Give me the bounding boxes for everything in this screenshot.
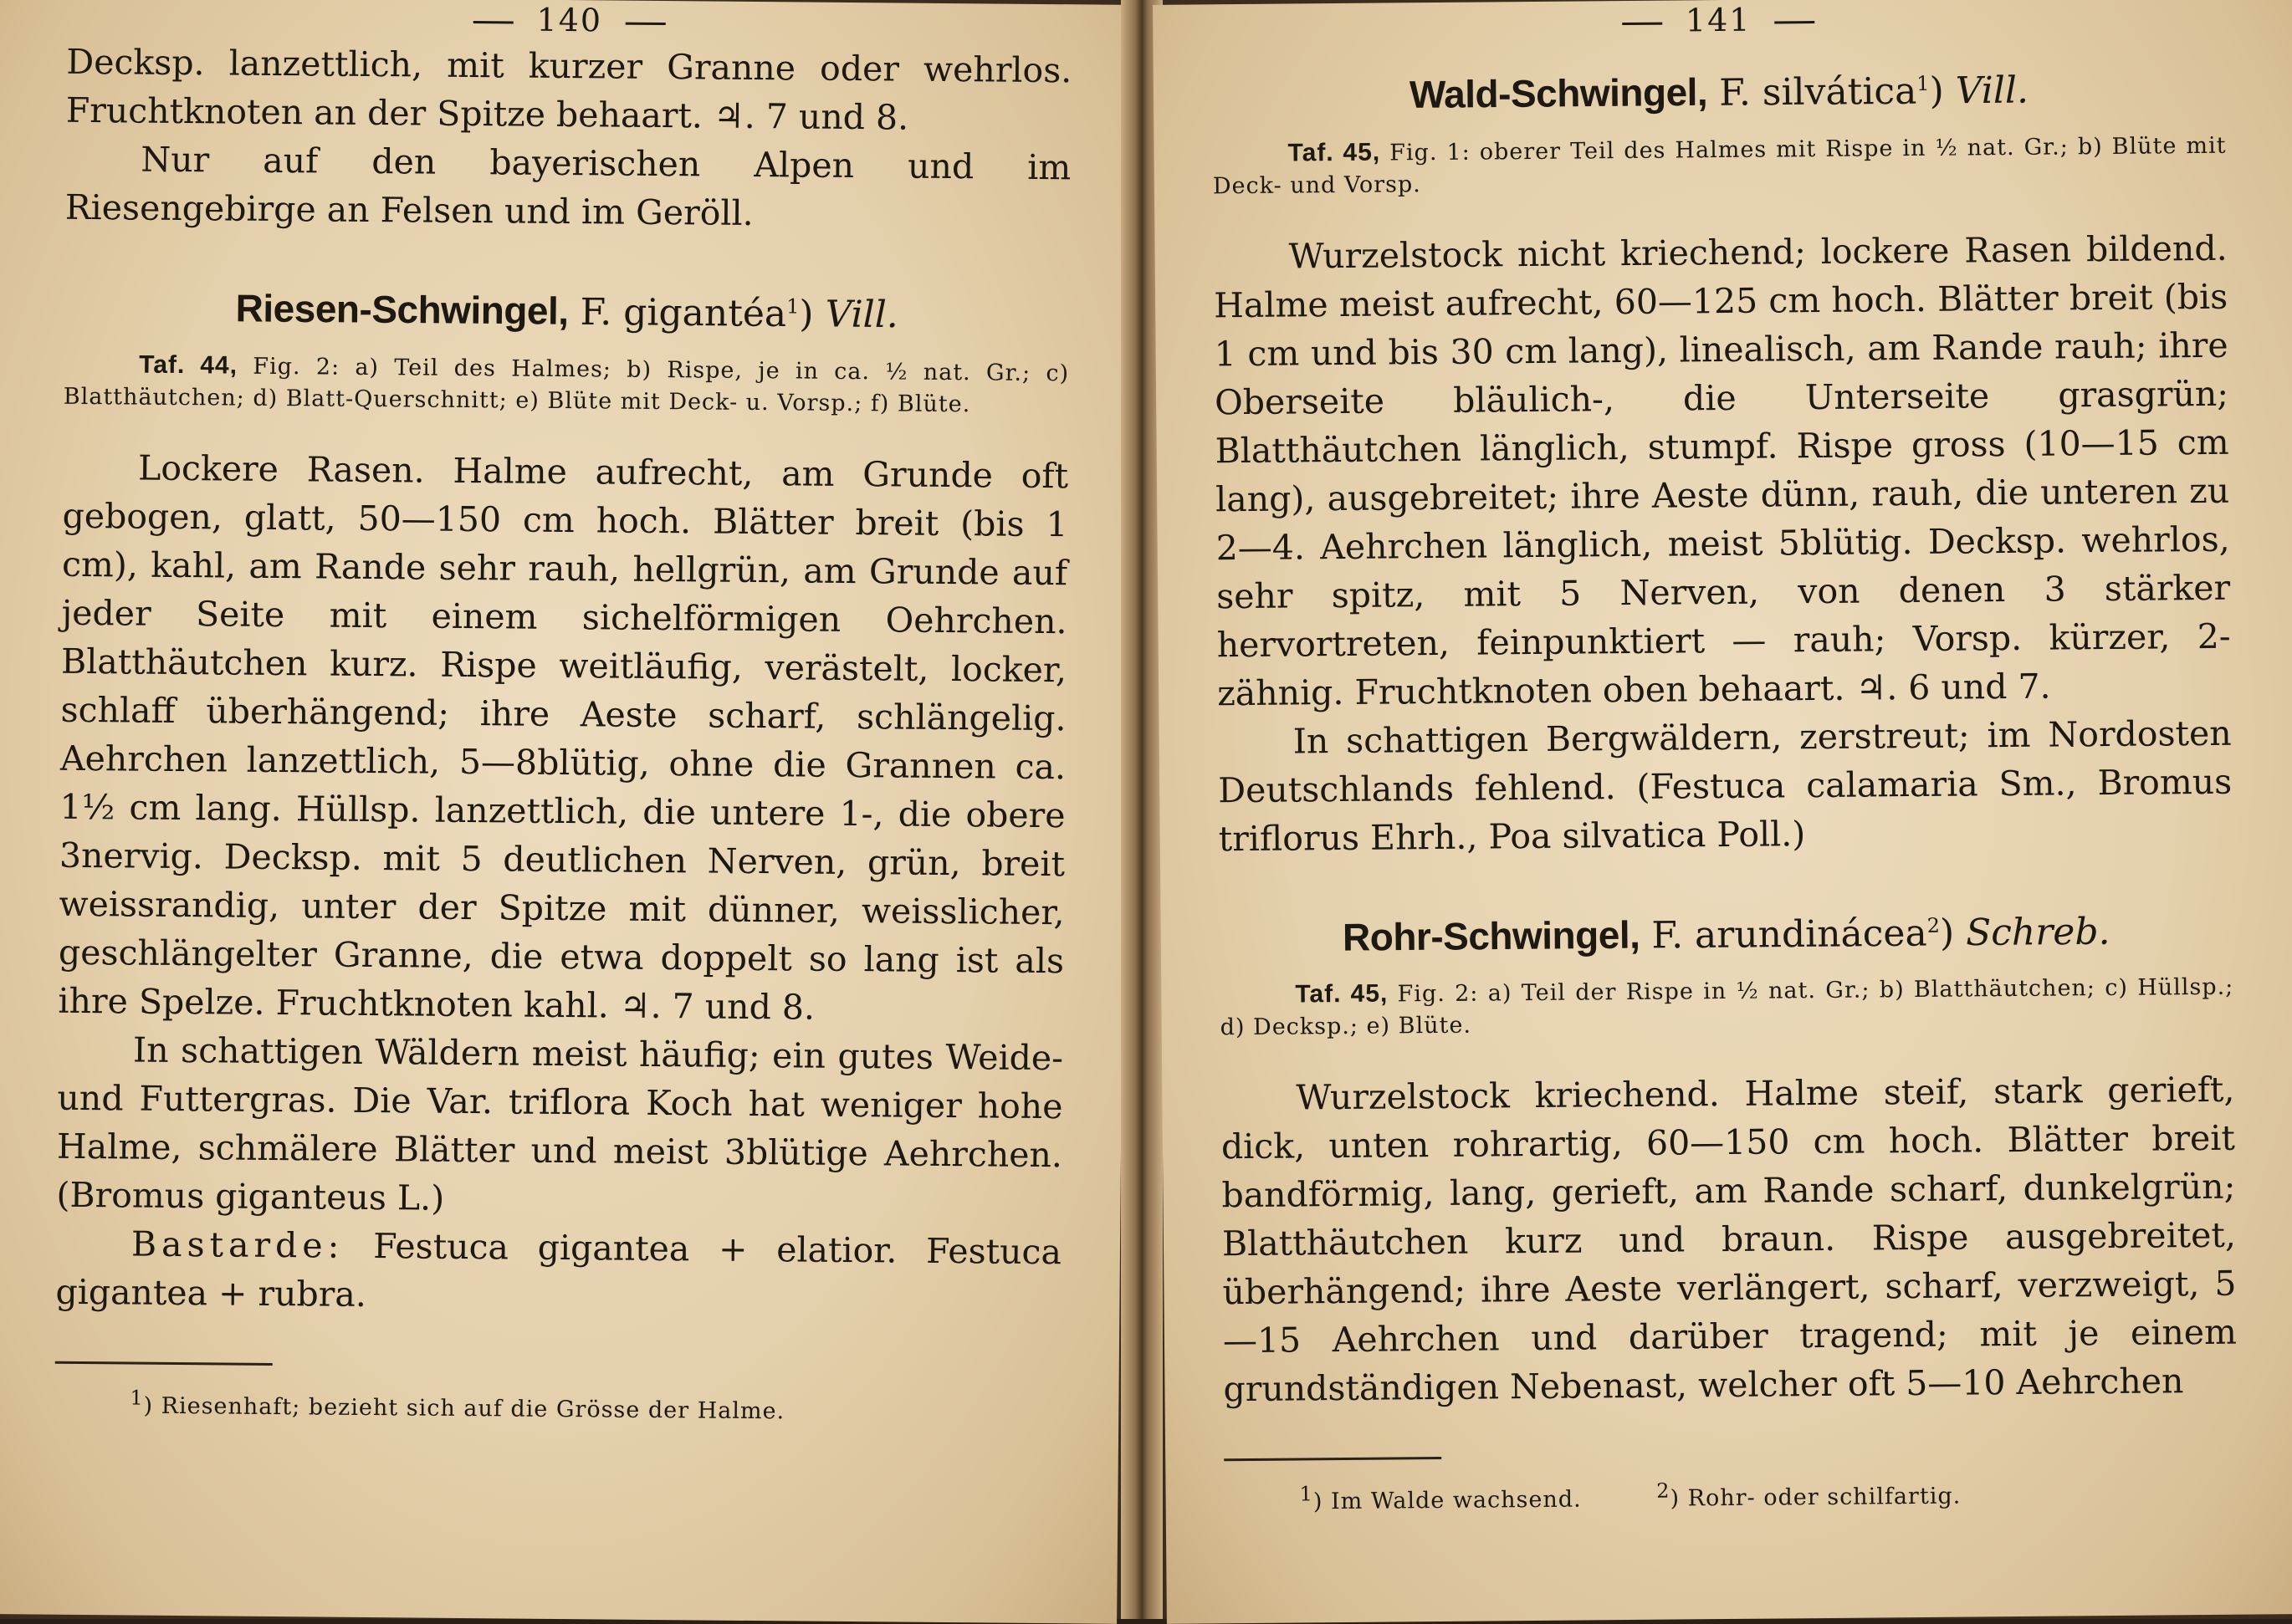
habitat-paragraph: Nur auf den bayerischen Alpen und im Riesengebirge an Felsen und im Geröll.: [64, 139, 1072, 233]
description-paragraph: Wurzelstock kriechend. Halme steif, stark gerieft, dick, unten rohrartig, 60—150 cm hoch. Blätter breit bandförmig, lang, gerieft, am Rande scharf, dunkelgrün; Blatthäutchen kurz und braun. Rispe ausgebreitet, überhängend; ihre Aeste verlängert, scharf, verzweigt, 5—15 Aehrchen und darüber tragend; mit je einem grundständigen Nebenast, welcher oft 5—10 Aehrchen: [1220, 1070, 2238, 1410]
footnotes: [54, 1380, 1060, 1430]
common-name: Wald-Schwingel,: [1409, 69, 1708, 116]
species-heading: Rohr-Schwingel, F. arundinácea$^2$) Schreb.: [1342, 910, 2110, 959]
bastarde-paragraph: [55, 1218, 1062, 1324]
footnote-mark: 1: [1916, 71, 1930, 95]
footnote: [130, 1386, 818, 1425]
plate-reference: [1212, 129, 2227, 202]
common-name: Rohr-Schwingel,: [1342, 912, 1640, 959]
plate-reference: [64, 348, 1070, 421]
description-paragraph: Wurzelstock nicht kriechend; lockere Rasen bildend. Halme meist aufrecht, 60—125 cm hoch. Blätter breit (bis 1 cm und bis 30 cm lang), linealisch, am Rande rauh; ihre Oberseite bläulich-, die Unterseite grasgrün; Blatthäutchen länglich, stumpf. Rispe gross (10—15 cm lang), ausgebreitet; ihre Aeste dünn, rauh, die unteren zu 2—4. Aehrchen länglich, meist 5blütig. Decksp. wehrlos, sehr spitz, mit 5 Nerven, von denen 3 stärker hervortreten, feinpunktiert — rauh; Vorsp. kürzer, 2-zähnig. Fruchtknoten oben behaart. ♃. 6 und 7.: [1213, 227, 2231, 713]
footnotes: [1224, 1469, 2238, 1520]
footnote-rule: [55, 1361, 273, 1365]
habitat-paragraph: In schattigen Bergwäldern, zerstreut; im Nordosten Deutschlands fehlend. (Festuca calamaria Sm., Bromus triflorus Ehrh., Poa silvatica Poll.): [1218, 712, 2233, 859]
plate-text: Fig. 2: a) Teil des Halmes; b) Rispe, je in ca. ½ nat. Gr.; c) Blatthäutchen; d) Blatt-Querschnitt; e) Blüte mit Deck- u. Vorsp.; f) Blüte.: [63, 353, 1070, 417]
footnote-text: ) Riesenhaft; bezieht sich auf die Grösse der Halme.: [143, 1392, 785, 1425]
author-name: Schreb.: [1965, 910, 2110, 954]
page-number-dash: [1774, 21, 1814, 23]
plate-label: Taf. 45,: [1287, 138, 1381, 167]
latin-name: F. arundinácea: [1651, 912, 1927, 958]
latin-name: F. silvática: [1718, 69, 1917, 115]
species-heading: Wald-Schwingel, F. silvática$^1$) Vill.: [1409, 69, 2029, 116]
page-number-dash: [1622, 23, 1662, 25]
left-page: [0, 0, 1131, 1624]
description-paragraph: Lockere Rasen. Halme aufrecht, am Grunde oft gebogen, glatt, 50—150 cm hoch. Blätter breit (bis 1 cm), kahl, am Rande sehr rauh, hellgrün, am Grunde auf jeder Seite mit einem sichelförmigen Oehrchen. Blatthäutchen kurz. Rispe weitläufig, verästelt, locker, schlaff überhängend; ihre Aeste scharf, schlängelig. Aehrchen lanzettlich, 5—8blütig, ohne die Grannen ca. 1½ cm lang. Hüllsp. lanzettlich, die untere 1-, die obere 3nervig. Decksp. mit 5 deutlichen Nerven, grün, breit weissrandig, unter der Spitze mit dünner, weisslicher, geschlängelter Granne, die etwa doppelt so lang ist als ihre Spelze. Fruchtknoten kahl. ♃. 7 und 8.: [58, 447, 1069, 1028]
footnote-mark: 1: [786, 294, 800, 319]
plate-label: Taf. 45,: [1295, 979, 1389, 1009]
author-name: Vill.: [825, 293, 899, 337]
continued-paragraph: Decksp. lanzettlich, mit kurzer Granne oder wehrlos. Fruchtknoten an der Spitze behaart. ♃. 7 und 8.: [65, 41, 1072, 138]
common-name: Riesen-Schwingel,: [235, 286, 569, 333]
page-number-value: 141: [1685, 1, 1752, 39]
footnote-text: ) Im Walde wachsend.: [1312, 1486, 1582, 1515]
plate-text: Fig. 1: oberer Teil des Halmes mit Rispe in ½ nat. Gr.; b) Blüte mit Deck- und Vorsp.: [1212, 132, 2227, 199]
author-name: Vill.: [1955, 69, 2029, 113]
latin-name: F. gigantéa: [580, 290, 787, 335]
footnote-mark: 2: [1926, 913, 1941, 937]
page-number-value: 140: [536, 1, 603, 39]
page-number: [1211, 0, 2225, 46]
footnote-mark: 2: [1656, 1478, 1670, 1504]
page-number-dash: [626, 23, 666, 25]
page-number-dash: [473, 21, 513, 23]
footnote-mark: 1: [1299, 1482, 1313, 1506]
habitat-paragraph: In schattigen Wäldern meist häufig; ein gutes Weide- und Futtergras. Die Var. triflora Koch hat weniger hohe Halme, schmälere Blätter und meist 3blütige Aehrchen. (Bromus giganteus L.): [56, 1029, 1064, 1218]
bastarde-label: Bastarde:: [130, 1223, 345, 1266]
plate-label: Taf. 44,: [139, 350, 238, 380]
plate-text: Fig. 2: a) Teil der Rispe in ½ nat. Gr.; b) Blatthäutchen; c) Hüllsp.; d) Decksp.; e) Blüte.: [1220, 974, 2234, 1041]
right-page: [1153, 0, 2292, 1624]
footnote: [1656, 1478, 1994, 1513]
bastarde-text: Festuca gigantea + elatior. Festuca gigantea + rubra.: [55, 1225, 1062, 1315]
footnote-rule: [1224, 1457, 1441, 1461]
plate-reference: [1220, 971, 2234, 1044]
footnote-text: ) Rohr- oder schilfartig.: [1670, 1483, 1962, 1512]
species-heading: Riesen-Schwingel, F. gigantéa$^1$) Vill.: [235, 286, 899, 337]
footnote-mark: 1: [130, 1386, 144, 1410]
footnote: [1299, 1482, 1615, 1515]
